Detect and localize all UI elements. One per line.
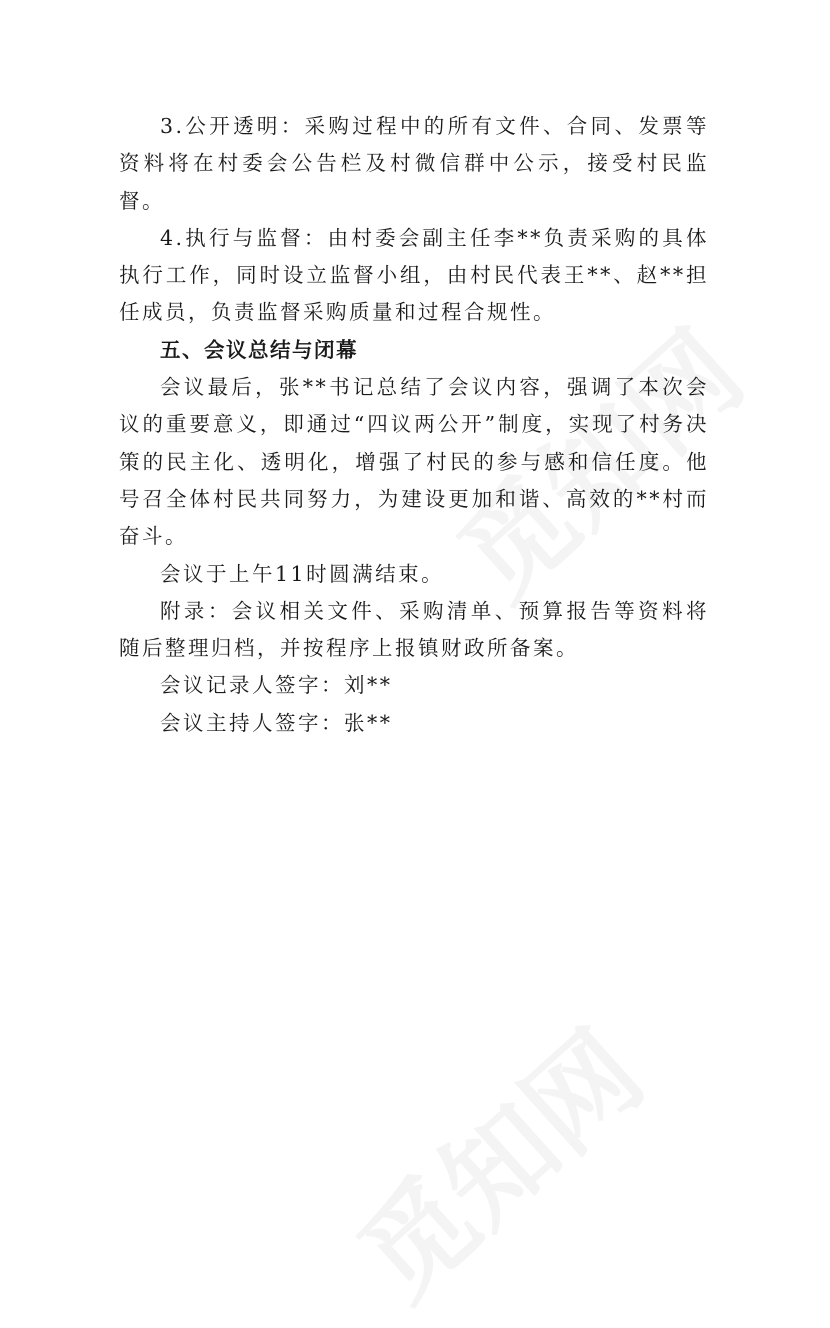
host-signature: 会议主持人签字：张** (160, 710, 393, 735)
paragraph-meeting-summary: 会议最后，张**书记总结了会议内容，强调了本次会议的重要意义，即通过“四议两公开”制度，实现了村务决策的民主化、透明化，增强了村民的参与感和信任度。他号召全体村民共同努力，为建设更加和谐、高效的**村而奋斗。 (119, 375, 709, 549)
watermark-logo-lower (320, 990, 671, 1328)
document-body (119, 108, 709, 742)
paragraph-appendix: 附录：会议相关文件、采购清单、预算报告等资料将随后整理归档，并按程序上报镇财政所备案。 (119, 598, 709, 661)
recorder-signature: 会议记录人签字：刘** (160, 673, 393, 698)
section-heading: 五、会议总结与闭幕 (160, 337, 358, 362)
paragraph-public-transparency: 3.公开透明：采购过程中的所有文件、合同、发票等资料将在村委会公告栏及村微信群中公示，接受村民监督。 (119, 114, 709, 213)
paragraph-execution-supervision: 4.执行与监督：由村委会副主任李**负责采购的具体执行工作，同时设立监督小组，由村民代表王**、赵**担任成员，负责监督采购质量和过程合规性。 (119, 225, 709, 325)
paragraph-meeting-end: 会议于上午11时圆满结束。 (160, 561, 445, 586)
